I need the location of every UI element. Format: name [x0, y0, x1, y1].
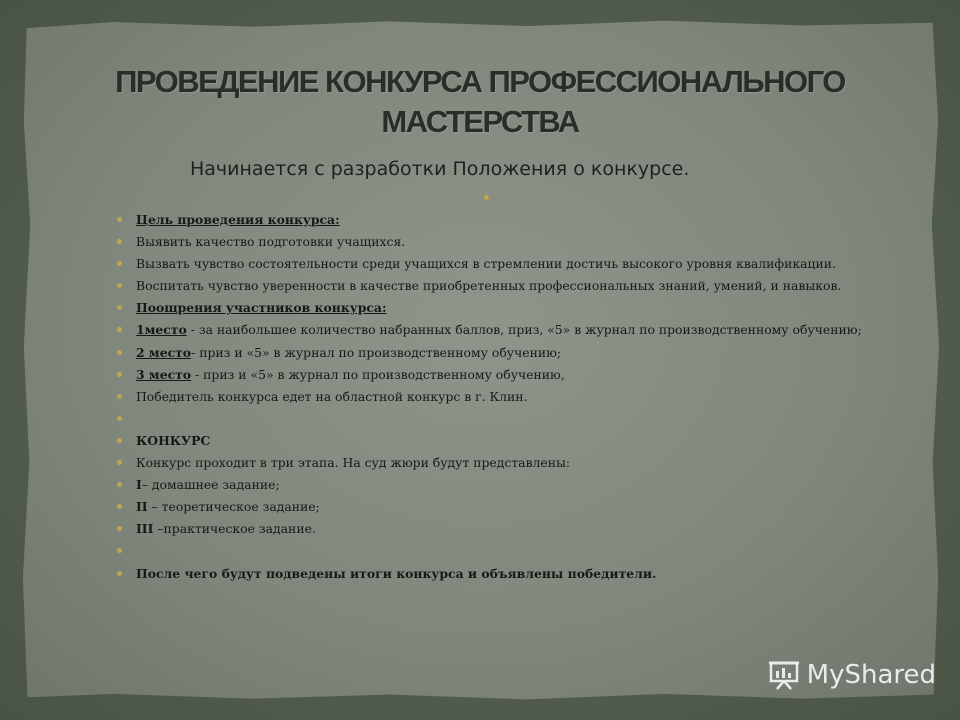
bullet-icon — [117, 416, 122, 421]
list-item — [117, 298, 897, 320]
item-emphasis: I — [136, 477, 142, 493]
item-text: Вызвать чувство состоятельности среди учащихся в стремлении достичь высокого уровня квалификации. — [136, 256, 836, 272]
item-text: – домашнее задание; — [141, 477, 280, 493]
list-item — [117, 497, 897, 519]
item-emphasis: После чего будут подведены итоги конкурса и объявлены победители. — [136, 565, 657, 581]
list-item — [117, 254, 897, 276]
item-text: –практическое задание. — [153, 521, 316, 537]
item-emphasis: КОНКУРС — [136, 432, 211, 448]
list-item — [117, 519, 897, 541]
item-text: Выявить качество подготовки учащихся. — [136, 234, 406, 250]
bullet-icon — [117, 394, 122, 399]
bullet-icon — [484, 195, 489, 200]
list-item — [117, 232, 897, 254]
item-text: Победитель конкурса едет на областной конкурс в г. Клин. — [136, 388, 528, 404]
item-text: - за наибольшее количество набранных баллов, приз, «5» в журнал по производственному обучению; — [186, 322, 862, 338]
list-item — [117, 387, 897, 409]
list-item — [117, 320, 897, 342]
watermark[interactable] — [767, 658, 936, 692]
bullet-icon — [117, 526, 122, 531]
bullet-icon — [117, 305, 122, 310]
list-item — [117, 475, 897, 497]
bullet-list — [117, 210, 897, 586]
item-text: - приз и «5» в журнал по производственному обучению; — [191, 344, 562, 360]
bullet-icon — [117, 283, 122, 288]
bullet-icon — [117, 548, 122, 553]
list-item — [117, 210, 897, 232]
bullet-icon — [117, 261, 122, 266]
slide-subtitle: Начинается с разработки Положения о конкурсе. — [190, 158, 690, 180]
bullet-icon — [117, 327, 122, 332]
list-item — [117, 276, 897, 298]
list-item — [117, 409, 897, 431]
item-emphasis: II — [136, 499, 148, 515]
list-item — [117, 343, 897, 365]
watermark-text: MyShared — [806, 660, 936, 690]
bullet-icon — [117, 460, 122, 465]
item-emphasis: Поощрения участников конкурса: — [136, 300, 387, 316]
bullet-icon — [117, 482, 122, 487]
list-item — [117, 453, 897, 475]
list-item — [117, 431, 897, 453]
list-item — [117, 365, 897, 387]
item-emphasis: Цель проведения конкурса: — [136, 212, 340, 227]
item-text: – теоретическое задание; — [147, 499, 320, 515]
item-emphasis: 3 место — [136, 366, 192, 382]
bullet-icon — [117, 239, 122, 244]
presentation-board-icon — [767, 658, 801, 692]
bullet-icon — [117, 571, 122, 576]
bullet-icon — [117, 217, 122, 222]
slide-title: ПРОВЕДЕНИЕ КОНКУРСА ПРОФЕССИОНАЛЬНОГО МАСТЕРСТВА — [115, 64, 845, 139]
bullet-icon — [117, 438, 122, 443]
bullet-icon — [117, 504, 122, 509]
item-text: - приз и «5» в журнал по производственному обучению, — [191, 366, 565, 382]
item-emphasis: 1место — [136, 322, 187, 338]
bullet-icon — [117, 372, 122, 377]
item-text: Воспитать чувство уверенности в качестве приобретенных профессиональных знаний, умений, и навыков. — [136, 278, 842, 294]
list-item — [117, 564, 897, 586]
item-emphasis: 2 место — [136, 344, 192, 360]
list-item — [117, 541, 897, 563]
item-text: Конкурс проходит в три этапа. На суд жюри будут представлены: — [136, 455, 571, 471]
item-emphasis: III — [136, 521, 154, 537]
bullet-icon — [117, 350, 122, 355]
